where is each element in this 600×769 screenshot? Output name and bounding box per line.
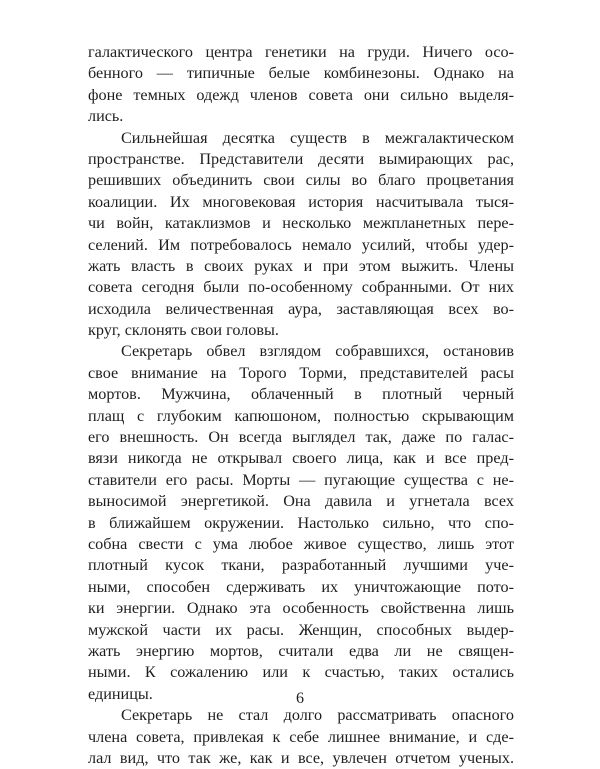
- text-line: Секретарь не стал долго рассматривать опасного: [121, 706, 514, 725]
- text-line: решивших объединить свои силы во благо процветания: [88, 171, 514, 190]
- text-line: исходила величественная аура, заставляющая всех во-: [88, 299, 514, 318]
- text-line: жать власть в своих руках и при этом выжить. Члены: [88, 256, 514, 275]
- text-line: бенного — типичные белые комбинезоны. Однако на: [88, 64, 514, 83]
- text-line: селений. Им потребовалось немало усилий, чтобы удер-: [88, 235, 514, 254]
- text-line: Сильнейшая десятка существ в межгалактическом: [121, 128, 514, 147]
- text-line: единицы.: [88, 684, 153, 703]
- text-line: лал вид, что так же, как и все, увлечен отчетом ученых.: [88, 748, 514, 767]
- text-line: ными. К сожалению или к счастью, таких остались: [88, 663, 514, 682]
- text-line: его внешность. Он всегда выглядел так, даже по галас-: [88, 428, 514, 447]
- body-text: [88, 42, 514, 769]
- text-line: жать энергию мортов, считали едва ли не священ-: [88, 641, 514, 660]
- text-line: фоне темных одежд членов совета они сильно выделя-: [88, 85, 514, 104]
- text-line: Секретарь обвел взглядом собравшихся, остановив: [121, 342, 514, 361]
- text-line: пространстве. Представители десяти вымирающих рас,: [88, 149, 514, 168]
- text-line: совета сегодня были по-особенному собранными. От них: [88, 278, 514, 297]
- text-line: мужской части их расы. Женщин, способных выдер-: [88, 620, 514, 639]
- text-line: ными, способен сдерживать их уничтожающие пото-: [88, 577, 514, 596]
- text-line: вязи никогда не открывал своего лица, как и все пред-: [88, 449, 514, 468]
- text-line: круг, склонять свои головы.: [88, 321, 279, 340]
- text-line: лись.: [88, 107, 124, 126]
- text-line: свое внимание на Торого Торми, представителей расы: [88, 363, 514, 382]
- text-line: плащ с глубоким капюшоном, полностью скрывающим: [88, 406, 514, 425]
- text-line: члена совета, привлекая к себе лишнее внимание, и сде-: [88, 727, 514, 746]
- text-line: собна свести с ума любое живое существо, лишь этот: [88, 534, 514, 553]
- page-number: 6: [296, 690, 304, 707]
- text-line: в ближайшем окружении. Настолько сильно, что спо-: [88, 513, 514, 532]
- text-line: плотный кусок ткани, разработанный лучшими уче-: [88, 556, 514, 575]
- text-line: чи войн, катаклизмов и несколько межпланетных пере-: [88, 214, 514, 233]
- text-line: галактического центра генетики на груди. Ничего осо-: [88, 43, 514, 61]
- text-line: мортов. Мужчина, облаченный в плотный черный: [88, 385, 514, 404]
- text-line: ки энергии. Однако эта особенность свойственна лишь: [88, 599, 514, 618]
- text-line: выносимой энергетикой. Она давила и угнетала всех: [88, 492, 514, 511]
- text-line: коалиции. Их многовековая история насчитывала тыся-: [88, 192, 514, 211]
- text-line: ставители его расы. Морты — пугающие существа с не-: [88, 470, 514, 489]
